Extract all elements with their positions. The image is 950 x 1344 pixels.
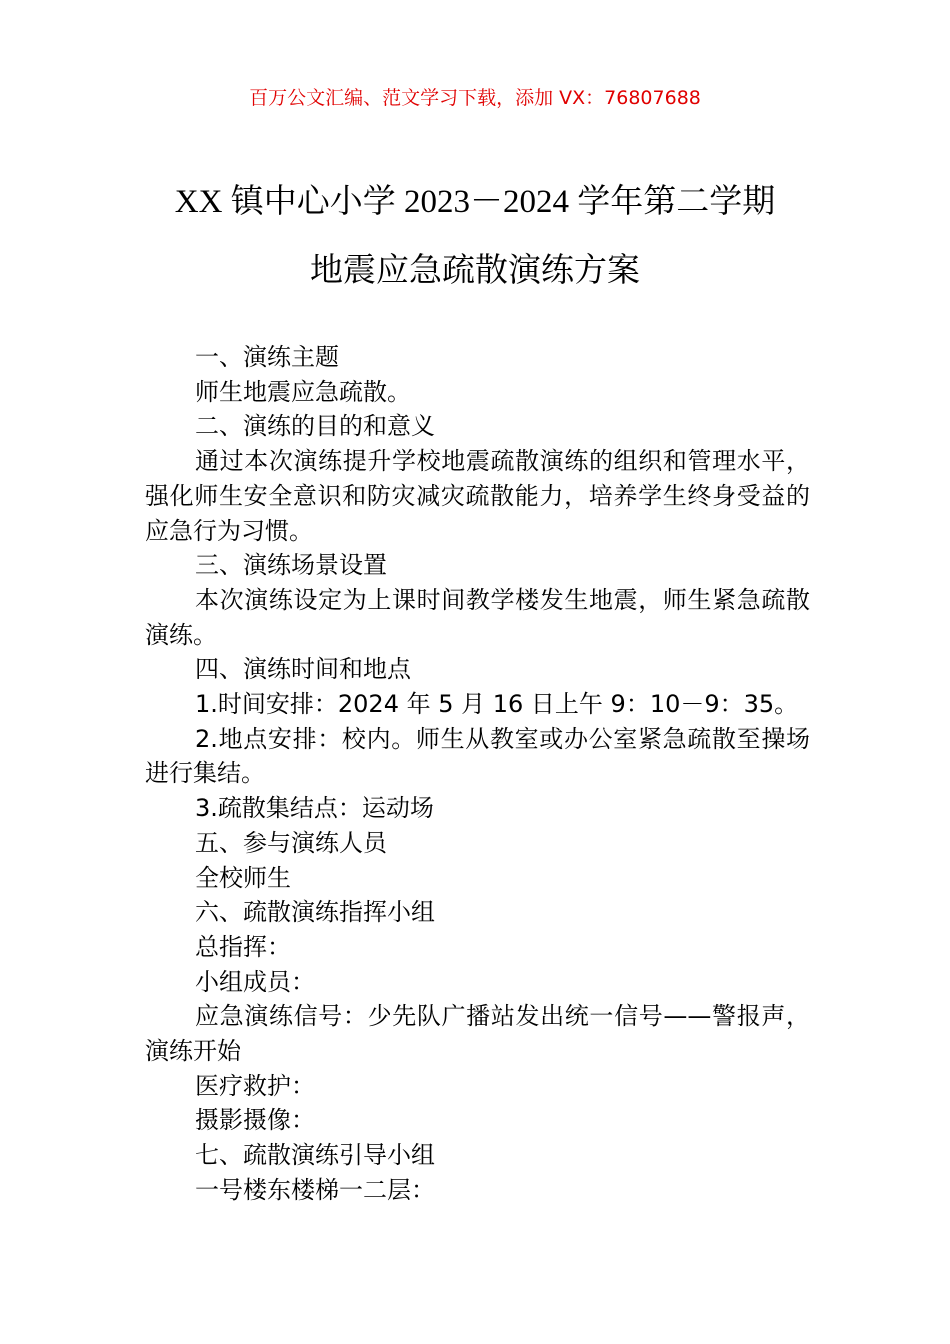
list-item-time: 1.时间安排：2024 年 5 月 16 日上午 9：10－9：35。 <box>195 690 799 719</box>
document-body <box>145 340 810 1208</box>
field-medical: 医疗救护： <box>195 1071 315 1100</box>
section-heading-3: 三、演练场景设置 <box>195 551 387 580</box>
section-heading-4: 四、演练时间和地点 <box>195 655 411 684</box>
paragraph: 师生地震应急疏散。 <box>195 377 411 406</box>
field-commander: 总指挥： <box>195 932 291 961</box>
field-photography: 摄影摄像： <box>195 1106 315 1135</box>
header-note: 百万公文汇编、范文学习下载，添加 VX：76807688 <box>249 87 701 109</box>
list-item-assembly-point: 3.疏散集结点：运动场 <box>195 794 434 823</box>
section-heading-5: 五、参与演练人员 <box>195 828 387 857</box>
document-title-line-1: XX 镇中心小学 2023－2024 学年第二学期 <box>174 184 776 220</box>
field-building-1-east-stairs: 一号楼东楼梯一二层： <box>195 1175 435 1204</box>
document-title-line-2: 地震应急疏散演练方案 <box>310 250 640 289</box>
paragraph: 全校师生 <box>195 863 291 892</box>
section-heading-7: 七、疏散演练引导小组 <box>195 1141 435 1170</box>
section-heading-2: 二、演练的目的和意义 <box>195 412 435 441</box>
paragraph: 本次演练设定为上课时间教学楼发生地震，师生紧急疏散演练。 <box>145 585 810 649</box>
field-members: 小组成员： <box>195 967 315 996</box>
field-signal: 应急演练信号：少先队广播站发出统一信号——警报声，演练开始 <box>145 1002 810 1066</box>
section-heading-6: 六、疏散演练指挥小组 <box>195 898 435 927</box>
section-heading-1: 一、演练主题 <box>195 343 339 371</box>
paragraph: 通过本次演练提升学校地震疏散演练的组织和管理水平，强化师生安全意识和防灾减灾疏散能力，培养学生终身受益的应急行为习惯。 <box>145 447 810 545</box>
list-item-location: 2.地点安排：校内。师生从教室或办公室紧急疏散至操场进行集结。 <box>145 724 810 788</box>
